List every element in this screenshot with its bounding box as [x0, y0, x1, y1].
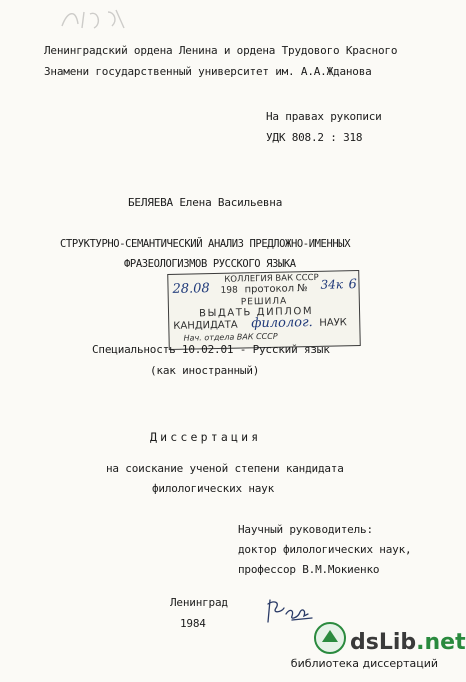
city: Ленинград: [170, 596, 228, 609]
udc-code: УДК 808.2 : 318: [266, 131, 363, 144]
dslib-caption: библиотека диссертаций: [290, 657, 438, 670]
stamp-year: 198: [220, 285, 238, 296]
title-line-2: ФРАЗЕОЛОГИЗМОВ РУССКОГО ЯЗЫКА: [124, 258, 296, 270]
title-line-1: СТРУКТУРНО-СЕМАНТИЧЕСКИЙ АНАЛИЗ ПРЕДЛОЖНО-ИМЕННЫХ: [60, 238, 351, 250]
dslib-logo-icon: [312, 620, 348, 656]
year: 1984: [180, 617, 206, 630]
stamp-candidate: КАНДИДАТА: [173, 319, 238, 332]
stamp-issue-diploma: ВЫДАТЬ ДИПЛОМ: [198, 305, 314, 320]
rights-label: На правах рукописи: [266, 110, 382, 123]
dslib-brand: [350, 630, 466, 655]
university-line-2: Знамени государственный университет им. А.А.Жданова: [44, 65, 372, 78]
stamp-field: филолог.: [251, 314, 313, 332]
vak-approval-stamp: [167, 270, 361, 350]
author-name: БЕЛЯЕВА Елена Васильевна: [128, 196, 283, 209]
stamp-sheet: 6: [348, 277, 357, 293]
dslib-brand-domain: .net: [416, 630, 466, 655]
supervisor-degree: доктор филологических наук,: [238, 543, 412, 556]
university-line-1: Ленинградский ордена Ленина и ордена Трудового Красного: [44, 44, 398, 57]
stamp-header: КОЛЛЕГИЯ ВАК СССР: [224, 272, 319, 285]
stamp-number: 34к: [320, 277, 344, 292]
archive-pencil-mark: [58, 6, 128, 32]
degree-line-1: на соискание ученой степени кандидата: [106, 462, 344, 475]
specialty-line: Специальность 10.02.01 - Русский язык: [92, 343, 330, 356]
supervisor-label: Научный руководитель:: [238, 523, 373, 536]
stamp-sciences: НАУК: [319, 317, 347, 329]
specialty-note: (как иностранный): [150, 364, 260, 377]
stamp-decided: РЕШИЛА: [240, 296, 288, 308]
supervisor-name: профессор В.М.Мокиенко: [238, 563, 380, 576]
stamp-protocol: протокол №: [244, 283, 308, 296]
handwritten-signature: [262, 596, 318, 626]
degree-line-2: филологических наук: [152, 482, 275, 495]
stamp-head-of-dept: Нач. отдела ВАК СССР: [183, 331, 278, 343]
dslib-brand-name: dsLib: [350, 630, 417, 655]
stamp-date: 28.08: [172, 281, 210, 297]
document-type: Диссертация: [150, 430, 262, 444]
